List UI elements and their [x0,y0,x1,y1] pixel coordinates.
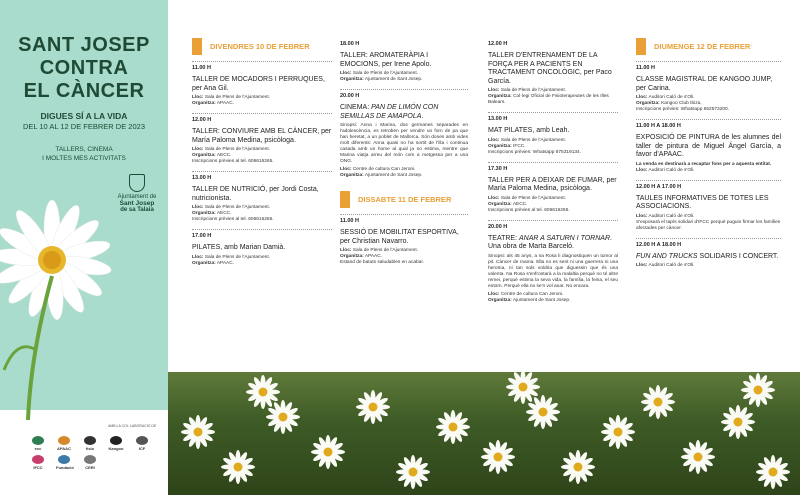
poster-dates: DEL 10 AL 12 DE FEBRER DE 2023 [22,122,145,131]
sponsor-logo: Fundació [56,455,72,470]
sponsor-logo: Kangoo [108,436,124,451]
poster-panel [0,0,168,495]
schedule-column-friday-cont [340,38,468,272]
event-time: 13.00 H [488,116,508,122]
event-title: TALLER DE NUTRICIÓ, per Jordi Costa, nutricionista. [192,186,319,202]
event-title: FUN AND TRUCKS SOLIDARIS I CONCERT. [636,252,779,260]
event-note: Inscripcions prèvies al tel. 606616265. [192,159,274,164]
event-organizer: IFCC. [513,143,526,149]
event-synopsis: Sinopsi: Anna i Marina, dos germanes separades en l'adolescència, es retroben per vendre un forn de pa que han heretat, a un poblet de Mallorca. Són dones amb vides molt diferents: Anna quasi no ha sortit de l'illa i continua casada amb un home al qual ja no estima, mentre que Marina viatja arreu del món com a metgessa per a una ONG. [340,123,468,164]
event-location: Sala de Plens de l'Ajuntament. [352,248,418,253]
poster-subtitle: DIGUES SÍ A LA VIDA [40,111,128,121]
event-title: PILATES, amb Marian Damià. [192,244,286,251]
event-time: 13.00 H [192,175,212,181]
ajuntament-name: Sant Josep [119,200,155,207]
poster-title-line3: EL CÀNCER [23,80,145,102]
sponsor-logo: CERI [82,455,98,470]
event-time: 12.00 H [488,41,508,47]
event-title: MAT PILATES, amb Leah. [488,127,570,134]
event-time: 12.00 H A 17.00 H [636,183,682,190]
sponsor-logo: ecc [30,436,46,451]
coat-of-arms-icon [129,174,145,192]
event-location: Sala de Plens de l'Ajuntament. [204,147,270,152]
event-location: Centre de cultura Can Jeroni. [352,167,416,172]
event-title: EXPOSICIÓ DE PINTURA de les alumnes del taller de pintura de Miguel Ángel García, a favor d'APAAC. [636,134,781,158]
event-item: 11.00 H A 18.00 H EXPOSICIÓ DE PINTURA de les alumnes del taller de pintura de Miguel Ángel García, a favor d'APAAC. La venda es destinarà a recaptar fons per a aquesta entitat. Lloc: Auditori Caló de s'Oli. [636,119,781,174]
event-title: CINEMA: PAN DE LIMÓN CON SEMILLAS DE AMAPOLA. [340,104,439,120]
event-organizer: AECC. [216,153,232,158]
event-time: 18.00 H [340,41,360,47]
event-time: 11.00 H [192,65,211,71]
event-location: Sala de Plens de l'Ajuntament. [500,137,566,143]
day-header-sunday: DIUMENGE 12 DE FEBRER [636,38,781,55]
poster-title-line1: SANT JOSEP [18,34,150,56]
event-title: CLASSE MAGISTRAL DE KANGOO JUMP, per Carina. [636,76,773,92]
event-note: Inscripcions prèvies: Whatsapp 675319134. [488,149,582,155]
collaboration-label: AMB LA COL·LABORACIÓ DE [108,424,157,428]
event-note: Inscripcions prèvies al tel. 606616265. [488,207,570,213]
event-location: Sala de Plens de l'Ajuntament. [204,205,270,210]
schedule-column-friday [192,38,332,273]
event-item: 12.00 H A 17.00 H TAULES INFORMATIVES DE TOTES LES ASSOCIACIONS. Lloc: Auditori Caló de s'Oli. S'exposarà el tapís solidari d'IFCC perquè puguin firmar les famílies afectades per càncer. [636,180,781,232]
event-item: 12.00 H TALLER: CONVIURE AMB EL CÀNCER, per María Paloma Medina, psicòloga. Lloc: Sala de Plens de l'Ajuntament. Organitza: AECC. Inscripcions prèvies al tel. 606616265. [192,113,332,165]
schedule-column-sunday [636,38,781,275]
poster-title-line2: CONTRA [39,57,129,79]
event-organizer: APAAC. [216,260,235,266]
event-organizer: AECC. [216,211,232,216]
daisies-icon [168,372,800,495]
sponsor-logo: fisio [82,436,98,451]
event-item: 12.00 H TALLER D'ENTRENAMENT DE LA FORÇA PER A PACIENTS EN TRACTAMENT ONCOLÒGIC, per Paco García. Lloc: Sala de Plens de l'Ajuntament. Organitza: Col·legi Oficial de Fisioterapeutes de les Illes Balears. [488,38,618,106]
event-note: Inscripcions prèvies: Whatsapp 652573200. [636,107,730,112]
event-location: Sala de Plens de l'Ajuntament. [204,254,270,260]
event-item: 13.00 H TALLER DE NUTRICIÓ, per Jordi Costa, nutricionista. Lloc: Sala de Plens de l'Ajuntament. Organitza: AECC. Inscripcions prèvies al tel. 606616265. [192,171,332,223]
event-organizer: Kangoo Club Ibiza. [661,101,702,106]
day-header-friday: DIVENDRES 10 DE FEBRER [192,38,332,55]
event-note: S'exposarà el tapís solidari d'IFCC perquè puguin firmar les famílies afectades per càncer. [636,219,781,231]
event-time: 11.00 H A 18.00 H [636,123,681,129]
event-organizer: Ajuntament de Sant Josep. [364,173,423,178]
event-location: Sala de Plens de l'Ajuntament. [500,195,566,201]
event-title: TALLER: CONVIURE AMB EL CÀNCER, per María Paloma Medina, psicòloga. [192,128,332,144]
event-title: SESSIÓ DE MOBILITAT ESPORTIVA, per Christian Navarro. [340,229,459,245]
sponsor-logos [30,436,165,470]
event-location: Auditori Caló de s'Oli. [648,263,695,268]
event-item: 20.00 H CINEMA: PAN DE LIMÓN CON SEMILLAS DE AMAPOLA. Sinopsi: Anna i Marina, dos germanes separades en l'adolescència, es retroben per vendre un forn de pa que han heretat, a un poblet de Mallorca. Són dones amb vides molt diferents: Anna quasi no ha sortit de l'illa i continua casada amb un home al qual ja no estima, mentre que Marina viatja arreu del món com a metgessa per a una ONG. Lloc: Centre de cultura Can Jeroni. Organitza: Ajuntament de Sant Josep. [340,89,468,179]
event-location: Sala de Plens de l'Ajuntament. [352,71,418,76]
event-title: TALLER: AROMATERÀPIA I EMOCIONS, per Irene Apolo. [340,52,432,68]
day-header-saturday: DISSABTE 11 DE FEBRER [340,191,468,208]
event-time: 17.00 H [192,233,212,239]
event-title: TALLER PER A DEIXAR DE FUMAR, per María Paloma Medina, psicòloga. [488,176,617,192]
event-organizer: AECC. [512,201,528,207]
ajuntament-label: Ajuntament de [117,194,157,200]
event-item: 17.30 H TALLER PER A DEIXAR DE FUMAR, per María Paloma Medina, psicòloga. Lloc: Sala de Plens de l'Ajuntament. Organitza: AECC. Inscripcions prèvies al tel. 606616265. [488,162,618,214]
event-organizer: Col·legi Oficial de Fisioterapeutes de les Illes Balears. [488,94,609,105]
ajuntament-logo [112,174,162,213]
event-title: TAULES INFORMATIVES DE TOTES LES ASSOCIACIONS. [636,194,769,210]
event-location: Sala de Plens de l'Ajuntament. [204,95,270,100]
event-item: 11.00 H TALLER DE MOCADORS I PERRUQUES, per Ana Gil. Lloc: Sala de Plens de l'Ajuntament. Organitza: APAAC. [192,61,332,107]
sponsor-logo: ICF [134,436,150,451]
event-organizer: APAAC. [216,101,235,106]
event-time: 17.30 H [488,165,508,172]
poster-tagline-1: TALLERS, CINEMA [55,146,113,153]
ajuntament-name-2: de sa Talaia [120,207,154,213]
event-title: TALLER DE MOCADORS I PERRUQUES, per Ana Gil. [192,76,325,92]
event-organizer: Ajuntament de Sant Josep. [512,297,571,303]
event-time: 12.00 H A 18.00 H [636,241,682,248]
sponsor-logo: IFCC [30,455,46,470]
event-location: Auditori Caló de s'Oli. [648,167,695,173]
event-item: 12.00 H A 18.00 H FUN AND TRUCKS SOLIDARIS I CONCERT. Lloc: Auditori Caló de s'Oli. [636,238,781,270]
daisy-field-photo [168,372,800,495]
schedule-column-saturday [488,38,618,310]
event-location: Centre de cultura Can Jeroni. [500,291,564,297]
event-item: 11.00 H SESSIÓ DE MOBILITAT ESPORTIVA, per Christian Navarro. Lloc: Sala de Plens de l'Ajuntament. Organitza: APAAC. Estand de batuts saludables en acabar. [340,214,468,266]
event-item: 18.00 H TALLER: AROMATERÀPIA I EMOCIONS, per Irene Apolo. Lloc: Sala de Plens de l'Ajuntament. Organitza: Ajuntament de Sant Josep. [340,38,468,83]
event-note: Estand de batuts saludables en acabar. [340,260,425,265]
event-item: 13.00 H MAT PILATES, amb Leah. Lloc: Sala de Plens de l'Ajuntament. Organitza: IFCC. Inscripcions prèvies: Whatsapp 675319134. [488,112,618,156]
poster-tagline-2: I MOLTES MES ACTIVITATS [42,155,126,162]
event-item: 11.00 H CLASSE MAGISTRAL DE KANGOO JUMP, per Carina. Lloc: Auditori Caló de s'Oli. Organitza: Kangoo Club Ibiza. Inscripcions prèvies: Whatsapp 652573200. [636,61,781,113]
event-organizer: Ajuntament de Sant Josep. [364,77,423,82]
event-synopsis: Sinopsi: als 45 anys, a na Rosa li diagnostiquen un tumor al pit. Càncer de mama. Ella no es sent ni una guerrera ni una heroïna, ni tan sols voldria que diguessin que és una valenta. Na Rosa s'enfrontarà a la malaltia perquè no té altre remei, perquè estima la seva vida, la família, la feina, el seu entorn. Perquè ella no se'n vol anar. No encara. [488,253,618,289]
event-location: Auditori Caló de s'Oli. [648,213,695,219]
event-time: 20.00 H [340,93,360,99]
event-item: 17.00 H PILATES, amb Marian Damià. Lloc: Sala de Plens de l'Ajuntament. Organitza: APAAC. [192,229,332,267]
event-time: 11.00 H [340,218,359,224]
event-note: La venda es destinarà a recaptar fons per a aquesta entitat. [636,161,772,167]
event-title: TALLER D'ENTRENAMENT DE LA FORÇA PER A PACIENTS EN TRACTAMENT ONCOLÒGIC, per Paco García. [488,52,612,85]
event-location: Sala de Plens de l'Ajuntament. [500,88,566,93]
event-title: TEATRE: ANAR A SATURN I TORNAR. Una obra de Marta Barceló. [488,234,612,250]
event-time: 20.00 H [488,223,508,230]
daisy-illustration [0,180,168,420]
event-time: 12.00 H [192,117,212,123]
event-location: Auditori Caló de s'Oli. [648,95,695,100]
event-organizer: APAAC. [364,254,383,259]
sponsor-logo: APAAC [56,436,72,451]
event-note: Inscripcions prèvies al tel. 606616265. [192,217,274,222]
event-time: 11.00 H [636,65,655,71]
event-item: 20.00 H TEATRE: ANAR A SATURN I TORNAR. Una obra de Marta Barceló. Sinopsi: als 45 anys, a na Rosa li diagnostiquen un tumor al pit. Càncer de mama. Ella no es sent ni una guerrera ni una heroïna, ni tan sols voldria que diguessin que és una valenta. Na Rosa s'enfrontarà a la malaltia perquè no té altre remei, perquè estima la seva vida, la família, la feina, el seu entorn. Perquè ella no se'n vol anar. No encara. Lloc: Centre de cultura Can Jeroni. Organitza: Ajuntament de Sant Josep. [488,220,618,304]
